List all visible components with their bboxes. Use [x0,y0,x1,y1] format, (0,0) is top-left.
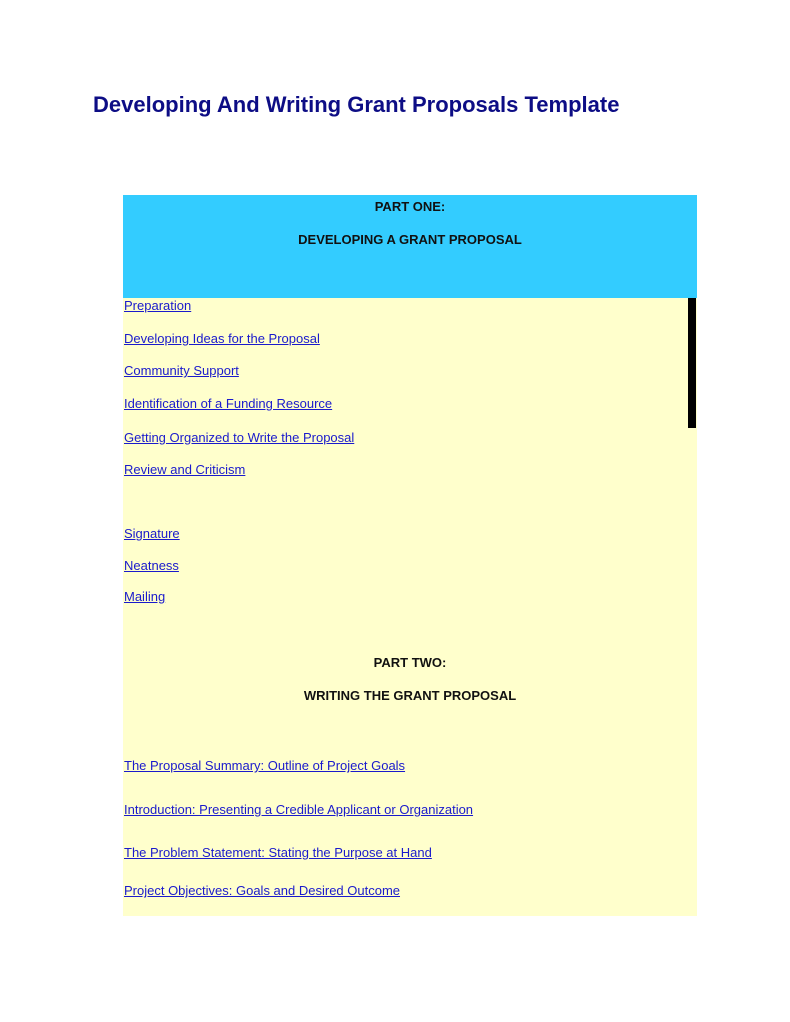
link-project-objectives[interactable]: Project Objectives: Goals and Desired Outcome [124,883,401,898]
link-signature[interactable]: Signature [124,526,180,541]
link-developing-ideas[interactable]: Developing Ideas for the Proposal [124,331,320,346]
part-two-heading: WRITING THE GRANT PROPOSAL [303,688,517,703]
link-mailing[interactable]: Mailing [124,589,166,604]
scrollbar-thumb[interactable] [688,298,696,428]
link-funding-resource[interactable]: Identification of a Funding Resource [124,396,333,411]
link-preparation[interactable]: Preparation [124,298,192,313]
link-neatness[interactable]: Neatness [124,558,179,573]
link-community-support[interactable]: Community Support [124,363,239,378]
link-proposal-summary[interactable]: The Proposal Summary: Outline of Project Goals [124,758,406,773]
part-one-label: PART ONE: [374,199,446,214]
part-one-heading: DEVELOPING A GRANT PROPOSAL [298,232,522,247]
link-problem-statement[interactable]: The Problem Statement: Stating the Purpose at Hand [124,845,432,860]
link-getting-organized[interactable]: Getting Organized to Write the Proposal [124,430,355,445]
page-title: Developing And Writing Grant Proposals Template [93,92,620,117]
link-review-criticism[interactable]: Review and Criticism [124,462,246,477]
contents-panel [123,298,697,916]
part-two-label: PART TWO: [373,655,447,670]
link-introduction[interactable]: Introduction: Presenting a Credible Applicant or Organization [124,802,474,817]
